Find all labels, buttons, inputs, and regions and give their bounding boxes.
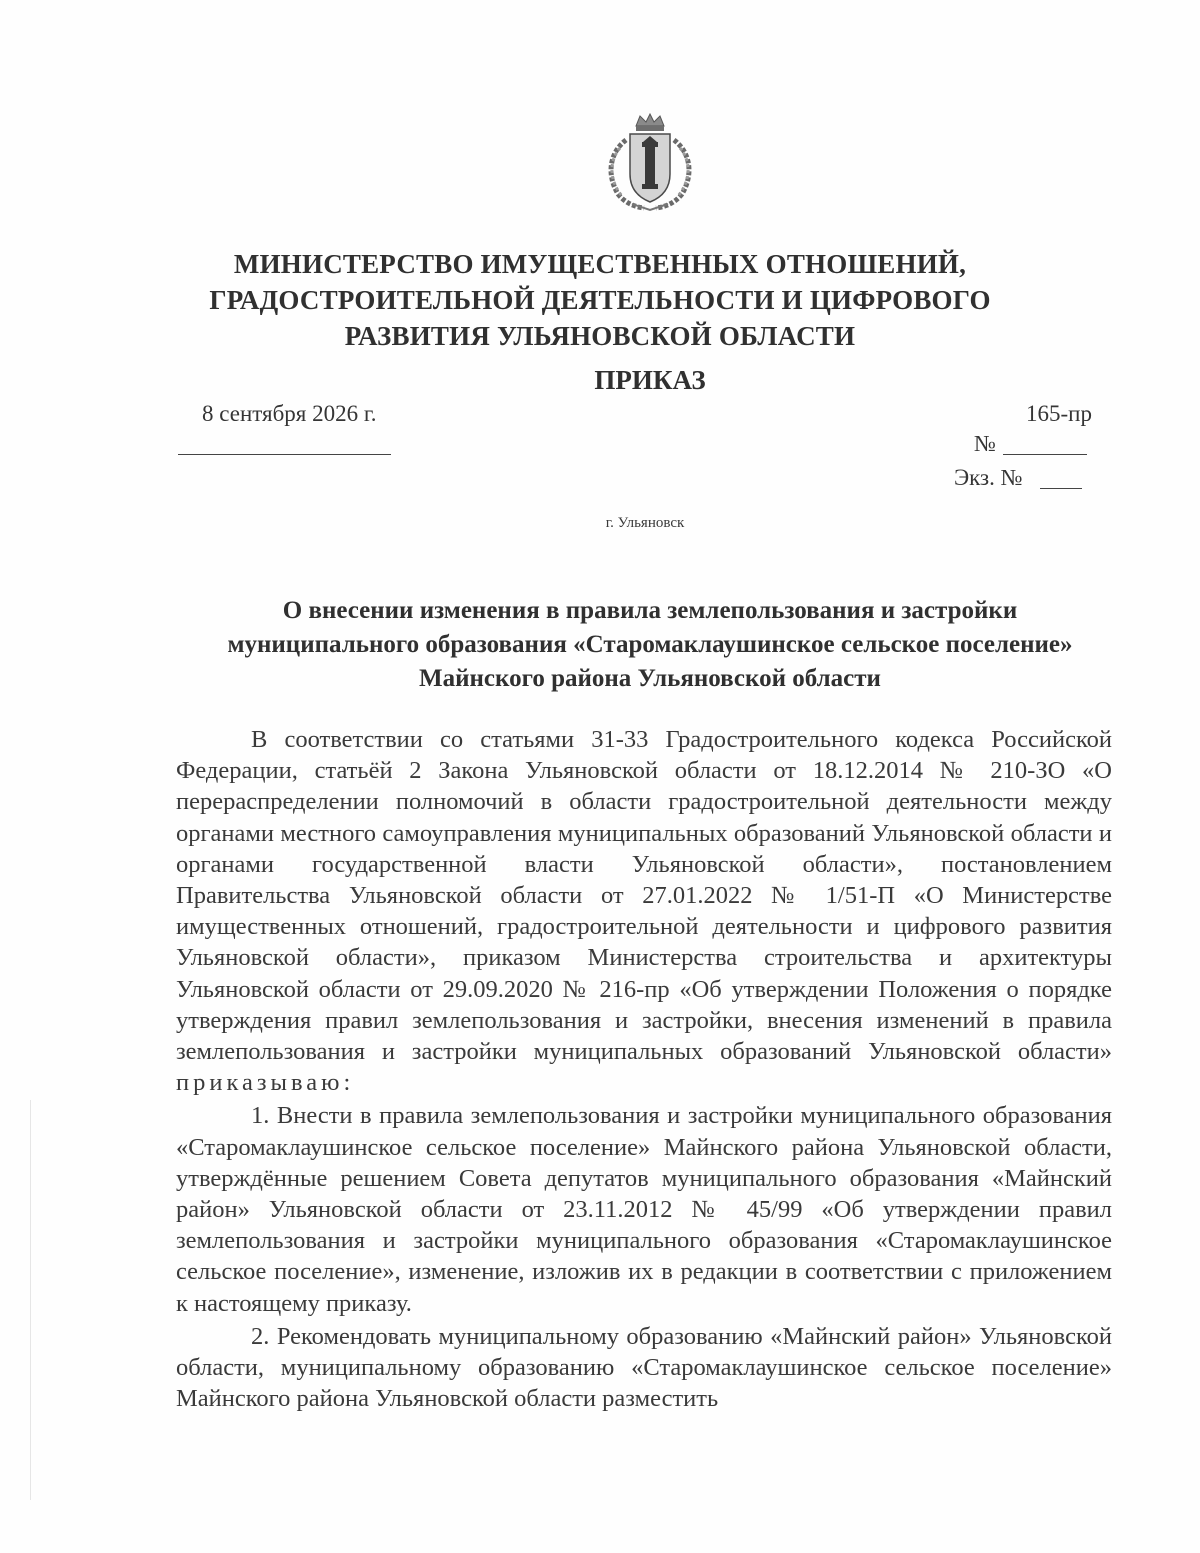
subject-line: Майнского района Ульяновской области — [419, 665, 881, 692]
scan-artifact — [30, 1100, 31, 1500]
item-paragraph-2: 2. Рекомендовать муниципальному образованию «Майнский район» Ульяновской области, муниципальному образованию «Старомаклаушинское сельское поселение» Майнского района Ульяновской области разместить — [176, 1322, 1112, 1413]
ministry-name — [150, 246, 1050, 354]
copy-number-label: Экз. № — [954, 465, 1023, 490]
preamble-text: В соответствии со статьями 31-33 Градостроительного кодекса Российской Федерации, статьёй 2 Закона Ульяновской области от 18.12.2014 № 210-ЗО «О перераспределении полномочий в области градостроительной деятельности между органами местного самоуправления муниципальных образований Ульяновской области и органами государственной власти Ульяновской области», постановлением Правительства Ульяновской области от 27.01.2022 № 1/51-П «О Министерстве имущественных отношений, градостроительной деятельности и цифрового развития Ульяновской области», приказом Министерства строительства и архитектуры Ульяновской области от 29.09.2020 № 216-пр «Об утверждении Положения о порядке утверждения правил землепользования и застройки, внесения изменений в правила землепользования и застройки муниципальных образований Ульяновской области» — [176, 726, 1112, 1066]
number-label: № — [974, 431, 996, 456]
document-date: 8 сентября 2026 г. — [202, 401, 377, 426]
document-city: г. Ульяновск — [605, 515, 685, 531]
document-body — [176, 724, 1112, 1414]
copy-number-underline — [1040, 488, 1082, 489]
date-underline — [178, 454, 391, 455]
document-type: ПРИКАЗ — [594, 365, 706, 395]
subject-line: О внесении изменения в правила землепользования и застройки — [282, 597, 1018, 624]
ministry-name-line: РАЗВИТИЯ УЛЬЯНОВСКОЙ ОБЛАСТИ — [344, 321, 856, 351]
ministry-name-line: МИНИСТЕРСТВО ИМУЩЕСТВЕННЫХ ОТНОШЕНИЙ, — [233, 249, 967, 279]
ministry-name-line: ГРАДОСТРОИТЕЛЬНОЙ ДЕЯТЕЛЬНОСТИ И ЦИФРОВОГО — [209, 285, 991, 315]
document-number: 165-пр — [1026, 401, 1092, 426]
order-word: приказываю: — [176, 1069, 355, 1097]
subject-line: муниципального образования «Старомаклаушинское сельское поселение» — [227, 631, 1073, 658]
document-subject — [150, 594, 1150, 696]
ulyanovsk-region-coat-of-arms-icon — [596, 112, 704, 212]
item-paragraph-1: 1. Внести в правила землепользования и застройки муниципального образования «Старомаклаушинское сельское поселение» Майнского района Ульяновской области, утверждённые решением Совета депутатов муниципального образования «Майнский район» Ульяновской области от 23.11.2012 № 45/99 «Об утверждении правил землепользования и застройки муниципального образования «Старомаклаушинское сельское поселение», изменение, изложив их в редакции в соответствии с приложением к настоящему приказу. — [176, 1102, 1112, 1317]
number-underline — [1003, 454, 1087, 455]
preamble-paragraph — [176, 724, 1112, 1098]
